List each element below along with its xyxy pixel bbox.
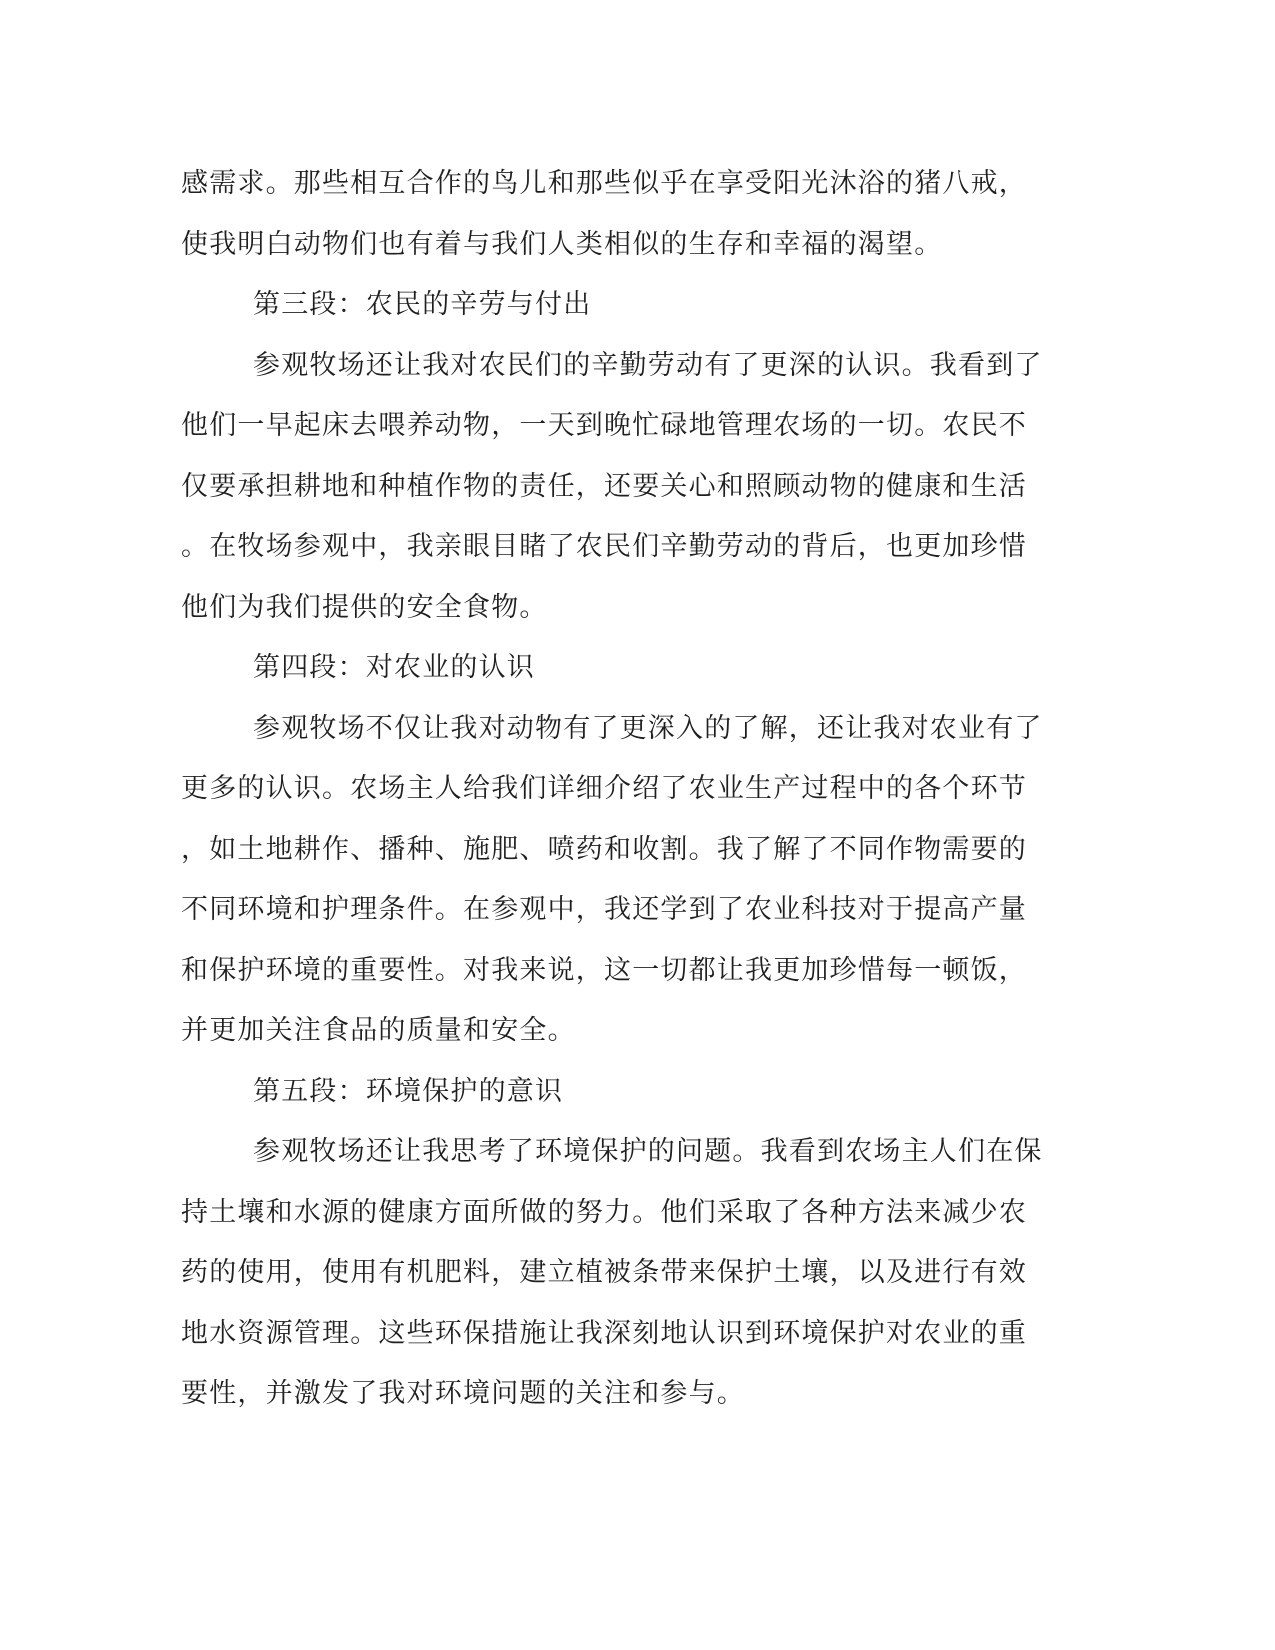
text-line: 感需求。那些相互合作的鸟儿和那些似乎在享受阳光沐浴的猪八戒，	[181, 168, 1027, 199]
text-line: ，如土地耕作、播种、施肥、喷药和收割。我了解了不同作物需要的	[181, 833, 1027, 865]
text-line: 持土壤和水源的健康方面所做的努力。他们采取了各种方法来减少农	[181, 1196, 1027, 1228]
text-line: 他们为我们提供的安全食物。	[181, 591, 548, 623]
section-heading-3: 第三段：农民的辛劳与付出	[253, 289, 592, 320]
paragraph-start: 参观牧场不仅让我对动物有了更深入的了解，还让我对农业有了	[253, 712, 1043, 744]
text-line: 使我明白动物们也有着与我们人类相似的生存和幸福的渴望。	[181, 228, 943, 260]
text-line: 仅要承担耕地和种植作物的责任，还要关心和照顾动物的健康和生活	[181, 470, 1027, 502]
text-line: 并更加关注食品的质量和安全。	[181, 1015, 576, 1046]
paragraph-start: 参观牧场还让我思考了环境保护的问题。我看到农场主人们在保	[253, 1136, 1043, 1167]
section-heading-4: 第四段：对农业的认识	[253, 652, 535, 683]
text-line: 要性，并激发了我对环境问题的关注和参与。	[181, 1378, 745, 1409]
text-line: 药的使用，使用有机肥料，建立植被条带来保护土壤，以及进行有效	[181, 1257, 1027, 1288]
text-line: 他们一早起床去喂养动物，一天到晚忙碌地管理农场的一切。农民不	[181, 410, 1027, 441]
body-text	[181, 154, 1041, 1425]
paragraph-start: 参观牧场还让我对农民们的辛勤劳动有了更深的认识。我看到了	[253, 349, 1043, 381]
text-line: 更多的认识。农场主人给我们详细介绍了农业生产过程中的各个环节	[181, 773, 1027, 804]
text-line: 。在牧场参观中，我亲眼目睹了农民们辛勤劳动的背后，也更加珍惜	[181, 531, 1027, 562]
text-line: 地水资源管理。这些环保措施让我深刻地认识到环境保护对农业的重	[181, 1317, 1027, 1349]
section-heading-5: 第五段：环境保护的意识	[253, 1075, 564, 1107]
text-line: 和保护环境的重要性。对我来说，这一切都让我更加珍惜每一顿饭，	[181, 954, 1027, 986]
text-line: 不同环境和护理条件。在参观中，我还学到了农业科技对于提高产量	[181, 894, 1027, 925]
